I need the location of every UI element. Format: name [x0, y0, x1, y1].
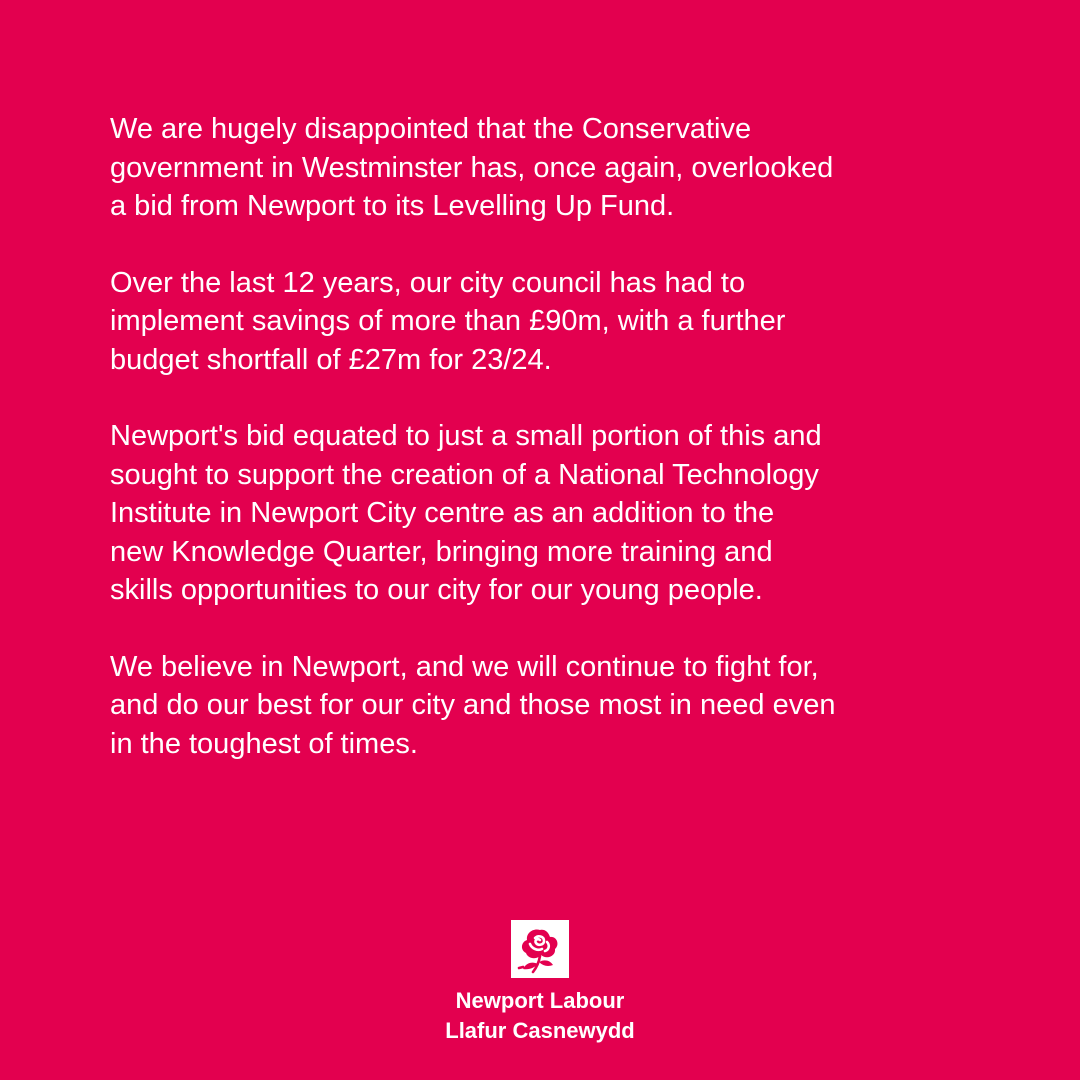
statement-paragraph-1: We are hugely disappointed that the Conservative government in Westminster has, once again, overlooked a bid from Newport to its Levelling Up Fund.	[110, 113, 834, 222]
statement-paragraph-3: Newport's bid equated to just a small portion of this and sought to support the creation of a National Technology Institute in Newport City centre as an addition to the new Knowledge Quarter, bringing more training and skills opportunities to our city for our young people.	[110, 420, 822, 606]
org-name: Newport Labour	[455, 988, 625, 1013]
brand-block	[0, 920, 1080, 1046]
statement-paragraph-4: We believe in Newport, and we will continue to fight for, and do our best for our city and those most in need even in the toughest of times.	[110, 650, 836, 760]
statement-text	[110, 110, 990, 801]
rose-icon	[511, 920, 569, 978]
statement-paragraph-2: Over the last 12 years, our city council has had to implement savings of more than £90m, with a further budget shortfall of £27m for 23/24.	[110, 266, 786, 376]
org-name-welsh: Llafur Casnewydd	[445, 1018, 635, 1043]
